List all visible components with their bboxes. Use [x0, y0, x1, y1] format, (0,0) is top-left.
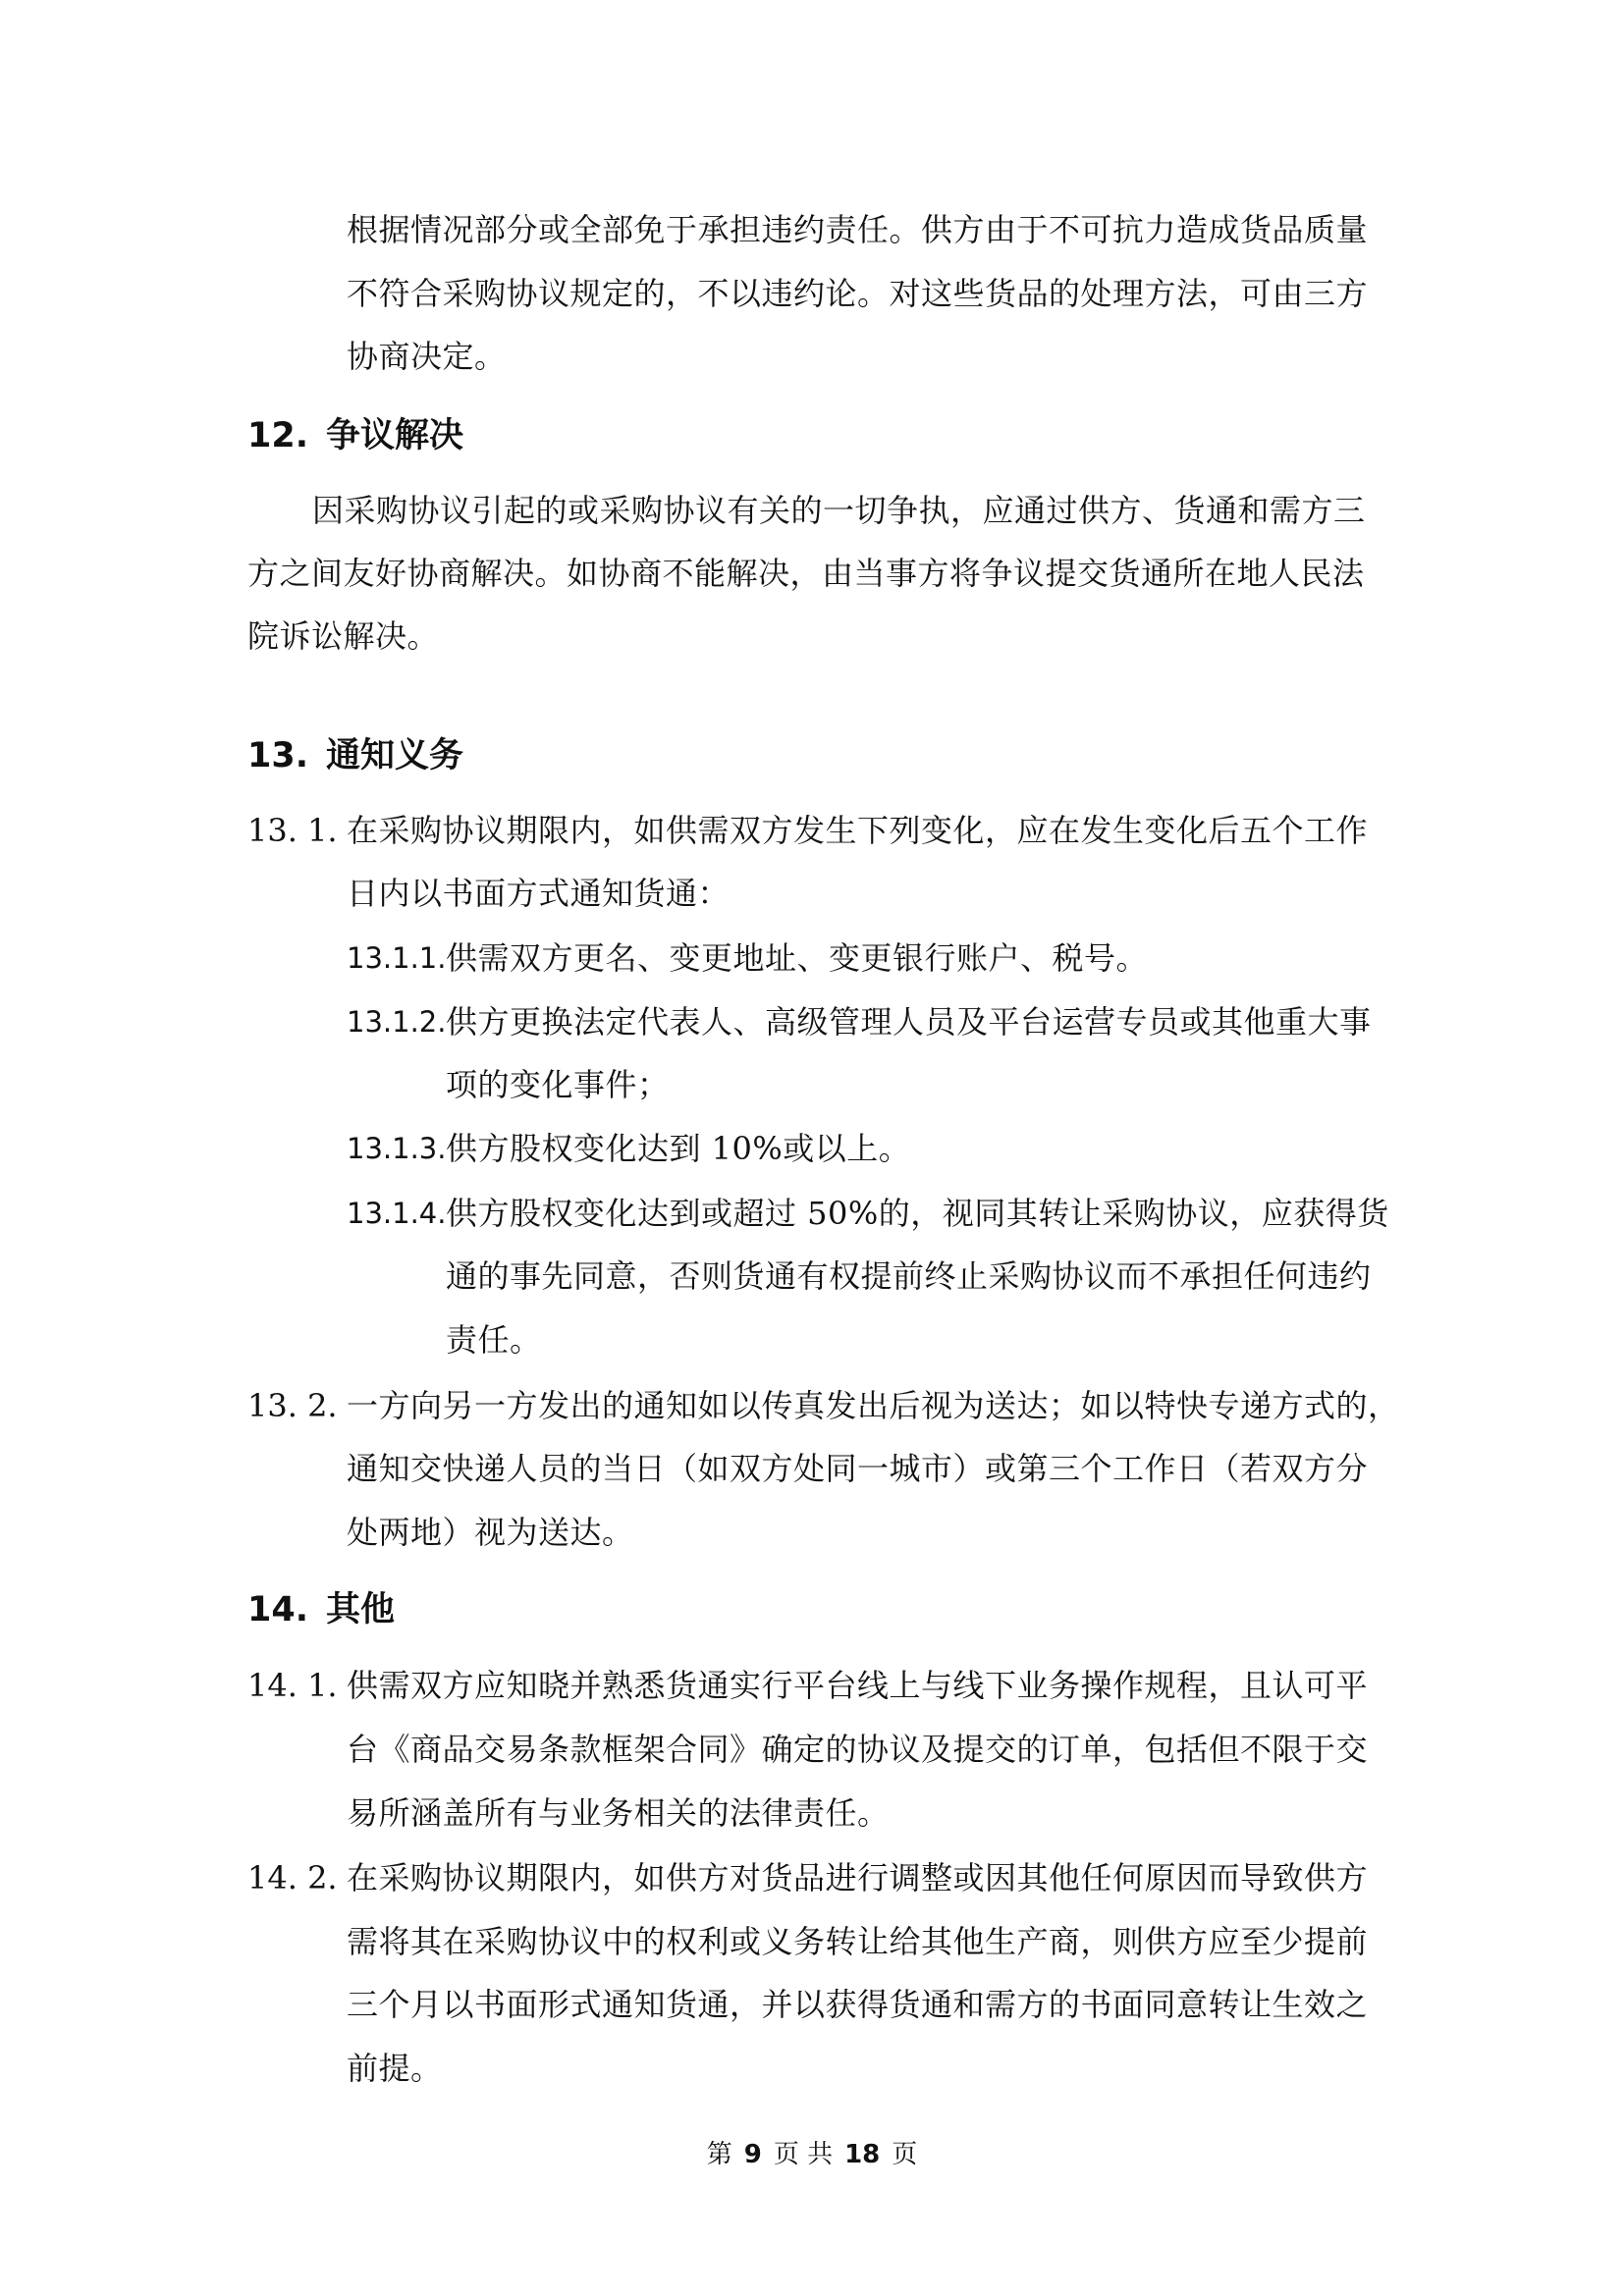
clause-14-1-number: 14. 1.: [247, 1667, 338, 1704]
section-14-number: 14.: [247, 1590, 309, 1629]
footer-prefix: 第: [706, 2140, 732, 2169]
section-12-title: 争议解决: [326, 416, 464, 455]
s12-line-3: 院诉讼解决。: [247, 617, 440, 655]
clause-14-1-line-1: 供需双方应知晓并熟悉货通实行平台线上与线下业务操作规程，且认可平: [347, 1667, 1369, 1704]
clause-13-2-number: 13. 2.: [247, 1387, 338, 1424]
section-13-heading: [247, 734, 463, 777]
clause-13-1-1-number: 13.1.1.: [347, 941, 447, 975]
clause-13-1-2-line-2: 项的变化事件；: [446, 1066, 670, 1103]
intro-line-3: 协商决定。: [347, 338, 507, 375]
section-14-heading: [247, 1588, 395, 1631]
clause-13-2-line-3: 处两地）视为送达。: [347, 1514, 634, 1551]
intro-line-2: 不符合采购协议规定的，不以违约论。对这些货品的处理方法，可由三方: [347, 275, 1369, 312]
section-14-title: 其他: [326, 1590, 396, 1629]
clause-13-1-3-line-1: 供方股权变化达到 10%或以上。: [446, 1130, 911, 1167]
section-13-title: 通知义务: [326, 736, 464, 775]
clause-13-1-1-line-1: 供需双方更名、变更地址、变更银行账户、税号。: [446, 939, 1149, 977]
clause-13-1-4-line-2: 通的事先同意，否则货通有权提前终止采购协议而不承担任何违约: [446, 1257, 1372, 1295]
clause-13-1-4-line-3: 责任。: [446, 1321, 542, 1359]
s12-line-2: 方之间友好协商解决。如协商不能解决，由当事方将争议提交货通所在地人民法: [247, 555, 1365, 592]
clause-14-2-line-2: 需将其在采购协议中的权利或义务转让给其他生产商，则供方应至少提前: [347, 1923, 1369, 1960]
page-footer: [0, 2138, 1624, 2171]
clause-13-1-4-line-1: 供方股权变化达到或超过 50%的，视同其转让采购协议，应获得货: [446, 1195, 1389, 1232]
clause-13-1-line-1: 在采购协议期限内，如供需双方发生下列变化，应在发生变化后五个工作: [347, 812, 1369, 849]
section-12-number: 12.: [247, 416, 309, 455]
clause-13-1-number: 13. 1.: [247, 812, 338, 849]
clause-14-1-line-2: 台《商品交易条款框架合同》确定的协议及提交的订单，包括但不限于交: [347, 1731, 1369, 1768]
clause-14-2-line-3: 三个月以书面形式通知货通，并以获得货通和需方的书面同意转让生效之: [347, 1986, 1369, 2023]
clause-13-1-line-2: 日内以书面方式通知货通：: [347, 875, 731, 912]
clause-13-1-2-line-1: 供方更换法定代表人、高级管理人员及平台运营专员或其他重大事: [446, 1003, 1372, 1041]
footer-suffix: 页: [892, 2140, 918, 2169]
clause-14-2-line-4: 前提。: [347, 2050, 443, 2087]
clause-13-2-line-2: 通知交快递人员的当日（如双方处同一城市）或第三个工作日（若双方分: [347, 1450, 1369, 1487]
section-12-heading: [247, 414, 463, 457]
s12-line-1: 因采购协议引起的或采购协议有关的一切争执，应通过供方、货通和需方三: [312, 492, 1366, 529]
footer-mid: 页 共: [773, 2140, 834, 2169]
clause-13-2-line-1: 一方向另一方发出的通知如以传真发出后视为送达；如以特快专递方式的，: [347, 1387, 1400, 1424]
clause-14-2-line-1: 在采购协议期限内，如供方对货品进行调整或因其他任何原因而导致供方: [347, 1859, 1369, 1896]
clause-13-1-2-number: 13.1.2.: [347, 1005, 447, 1039]
section-13-number: 13.: [247, 736, 309, 775]
intro-line-1: 根据情况部分或全部免于承担违约责任。供方由于不可抗力造成货品质量: [347, 211, 1369, 248]
clause-13-1-4-number: 13.1.4.: [347, 1197, 447, 1230]
clause-13-1-3-number: 13.1.3.: [347, 1132, 447, 1165]
footer-total-pages: 18: [844, 2140, 881, 2169]
clause-14-1-line-3: 易所涵盖所有与业务相关的法律责任。: [347, 1794, 890, 1832]
footer-page-number: 9: [743, 2140, 762, 2169]
clause-14-2-number: 14. 2.: [247, 1859, 338, 1896]
